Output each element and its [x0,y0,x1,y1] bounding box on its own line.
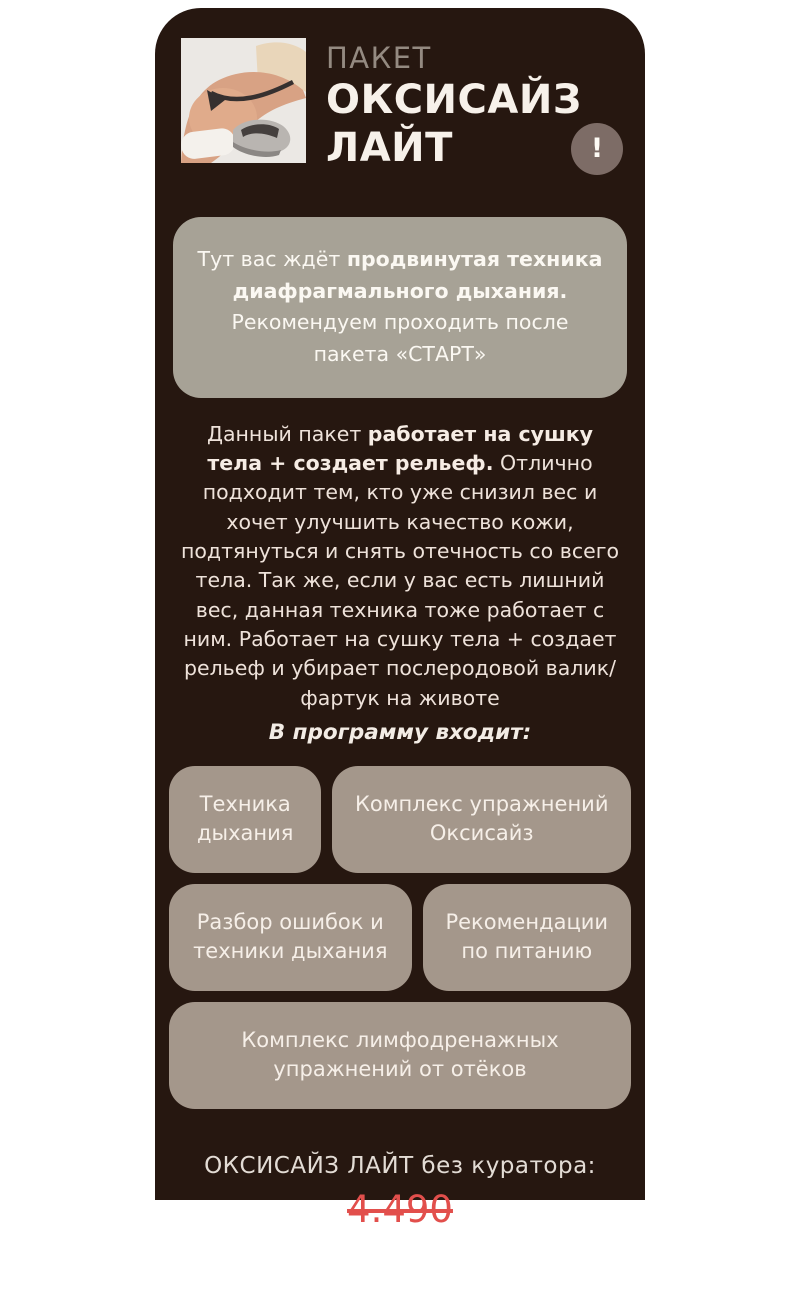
package-photo [181,38,306,163]
alert-badge[interactable] [571,123,623,175]
price-label: ОКСИСАЙЗ ЛАЙТ без куратора: [204,1152,596,1179]
description-bold: работает на сушку тела + создает рельеф. [207,421,594,476]
package-title-line1: ОКСИСАЙЗ [326,77,582,123]
package-header [167,38,633,175]
package-title-line2: ЛАЙТ [326,125,453,172]
title-block [326,38,629,175]
pricing-section [167,1153,633,1297]
program-heading: В программу входит: [268,719,532,745]
program-item-nutrition: Рекомендации по питанию [423,884,631,991]
old-price-strikethrough: 4.490 [347,1187,453,1231]
package-card [155,8,645,1297]
intro-note-box [173,217,627,398]
ruble-sign-icon [481,1242,519,1288]
new-price-value: 3.510 [281,1233,467,1297]
photo-illustration [181,38,306,163]
description-text-2: Отлично подходит тем, кто уже снизил вес и хочет улучшить качество кожи, подтянуться и снять отечность со всего тела. Так же, если у вас есть лишний вес, данная техника тоже работает с ним. Работает на сушку тела + создает рельеф и убирает послеродовой валик/ фартук на животе [180,451,620,710]
program-list [169,766,631,1109]
exclamation-icon: ! [590,133,604,165]
program-item-error-review: Разбор ошибок и техники дыхания [169,884,412,991]
program-item-lymphatic-complex: Комплекс лимфодренажных упражнений от отёков [169,1002,631,1109]
intro-note-text-2: Рекомендуем проходить после пакета «СТАРТ» [231,310,569,367]
program-item-oxycise-complex: Комплекс упражнений Оксисайз [332,766,631,873]
new-price [167,1234,633,1297]
intro-note-bold: продвинутая техника диафрагмального дыхания. [232,246,603,303]
intro-note-text: Тут вас ждёт [197,246,347,271]
description-text: Данный пакет [206,421,368,446]
package-description [179,420,621,713]
program-item-breathing-technique: Техника дыхания [169,766,321,873]
package-kicker: ПАКЕТ [326,41,432,75]
